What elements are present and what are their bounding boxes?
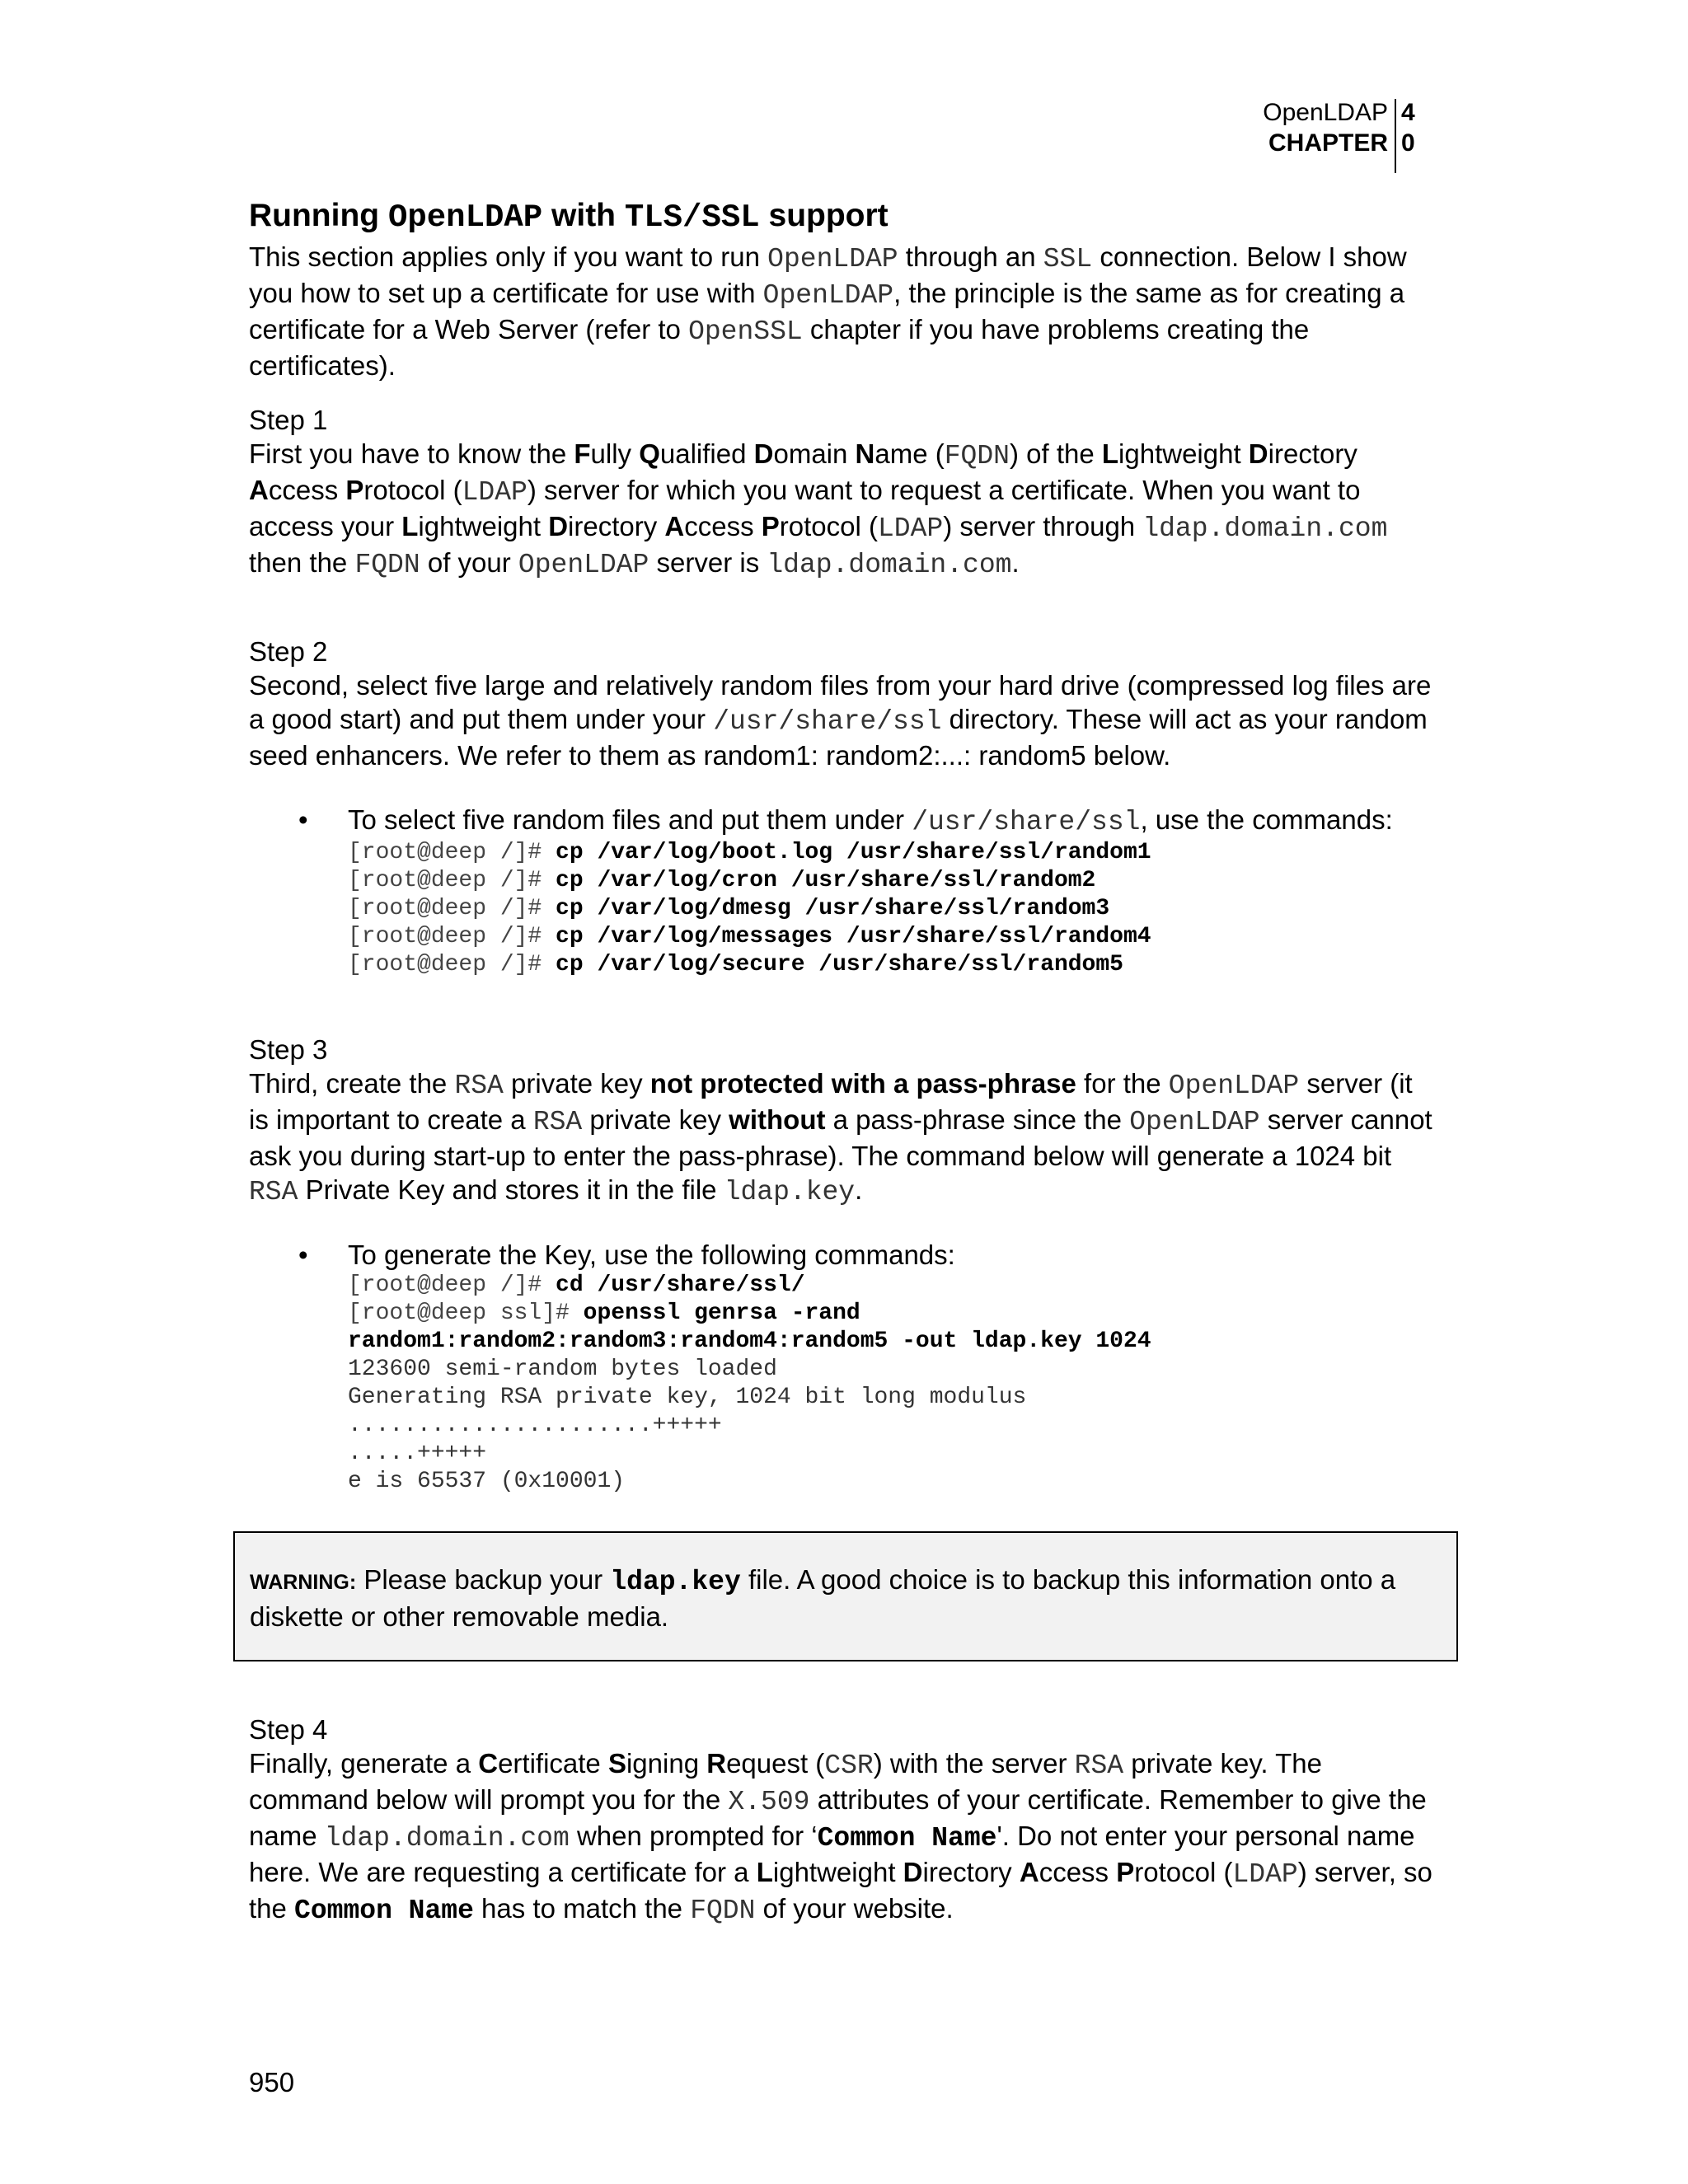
section-heading-block bbox=[249, 198, 1436, 236]
step-3-bullet bbox=[249, 1238, 1436, 1496]
header-titles bbox=[1263, 97, 1388, 158]
step-3-bullet-text: • To generate the Key, use the following commands: bbox=[298, 1240, 955, 1270]
warning-label: WARNING: bbox=[250, 1571, 357, 1594]
running-header bbox=[1236, 97, 1418, 175]
section-heading: Running OpenLDAP with TLS/SSL support bbox=[249, 198, 889, 236]
step-1-label: Step 1 bbox=[249, 405, 328, 435]
step-4 bbox=[249, 1713, 1436, 1928]
code-line: random1:random2:random3:random4:random5 -out ldap.key 1024 bbox=[348, 1329, 1151, 1354]
step-2-label: Step 2 bbox=[249, 636, 328, 667]
code-output-line: e is 65537 (0x10001) bbox=[348, 1469, 626, 1494]
code-output-line: .....+++++ bbox=[348, 1441, 487, 1466]
code-line: [root@deep /]# cp /var/log/cron /usr/share/ssl/random2 bbox=[348, 868, 1096, 893]
step-4-label: Step 4 bbox=[249, 1714, 328, 1745]
step-2-paragraph: Second, select five large and relatively random files from your hard drive (compressed log files are a good start) and put them under your /usr/share/ssl directory. These will act as your random seed enhancers. We refer to them as random1: random2:...: random5 below. bbox=[249, 670, 1432, 771]
bullet-icon: • bbox=[298, 1240, 308, 1270]
page-number: 950 bbox=[249, 2067, 295, 2097]
step-1-paragraph: First you have to know the Fully Qualified Domain Name (FQDN) of the Lightweight Directory Access Protocol (LDAP) server for which you want to request a certificate. When you want to access your Lightweight Directory Access Protocol (LDAP) server through ldap.domain.com then the FQDN of your OpenLDAP server is ldap.domain.com. bbox=[249, 438, 1388, 580]
chapter-number bbox=[1401, 97, 1418, 158]
code-line: [root@deep /]# cp /var/log/secure /usr/share/ssl/random5 bbox=[348, 952, 1123, 977]
code-output-line: Generating RSA private key, 1024 bit long modulus bbox=[348, 1385, 1027, 1410]
code-line: [root@deep ssl]# openssl genrsa -rand bbox=[348, 1301, 860, 1326]
code-output-line: ......................+++++ bbox=[348, 1413, 722, 1438]
step-2-code-block bbox=[249, 839, 1436, 979]
code-line: [root@deep /]# cp /var/log/boot.log /usr/share/ssl/random1 bbox=[348, 840, 1151, 865]
bullet-icon: • bbox=[298, 804, 308, 835]
code-line: [root@deep /]# cd /usr/share/ssl/ bbox=[348, 1272, 805, 1298]
code-line: [root@deep /]# cp /var/log/dmesg /usr/share/ssl/random3 bbox=[348, 896, 1110, 921]
step-2 bbox=[249, 635, 1436, 772]
step-2-bullet-text: • To select five random files and put them under /usr/share/ssl, use the commands: bbox=[298, 804, 1393, 837]
step-2-bullet bbox=[249, 803, 1436, 979]
header-chapter: CHAPTER bbox=[1268, 129, 1388, 157]
header-divider bbox=[1395, 99, 1396, 173]
step-3-label: Step 3 bbox=[249, 1034, 328, 1065]
header-title: OpenLDAP bbox=[1263, 99, 1388, 126]
step-3 bbox=[249, 1033, 1436, 1209]
code-output-line: 123600 semi-random bytes loaded bbox=[348, 1357, 777, 1382]
warning-filename: ldap.key bbox=[610, 1567, 741, 1597]
step-1 bbox=[249, 403, 1436, 582]
step-3-code-block bbox=[249, 1272, 1436, 1496]
code-line: [root@deep /]# cp /var/log/messages /usr/share/ssl/random4 bbox=[348, 924, 1151, 949]
step-3-paragraph: Third, create the RSA private key not protected with a pass-phrase for the OpenLDAP server (it is important to create a RSA private key without a pass-phrase since the OpenLDAP server cannot ask you during start-up to enter the pass-phrase). The command below will generate a 1024 bit RSA Private Key and stores it in the file ldap.key. bbox=[249, 1068, 1432, 1207]
warning-box: WARNING: Please backup your ldap.key file. A good choice is to backup this information onto a diskette or other removable media. bbox=[233, 1531, 1458, 1661]
chapter-number-digit-2: 0 bbox=[1401, 129, 1415, 157]
chapter-number-digit-1: 4 bbox=[1401, 99, 1415, 126]
intro-paragraph: This section applies only if you want to run OpenLDAP through an SSL connection. Below I show you how to set up a certificate for use with OpenLDAP, the principle is the same as for creating a certificate for a Web Server (refer to OpenSSL chapter if you have problems creating the certificates). bbox=[249, 241, 1407, 381]
step-4-paragraph: Finally, generate a Certificate Signing Request (CSR) with the server RSA private key. The command below will prompt you for the X.509 attributes of your certificate. Remember to give the name ldap.domain.com when prompted for ‘Common Name'. Do not enter your personal name here. We are requesting a certificate for a Lightweight Directory Access Protocol (LDAP) server, so the Common Name has to match the FQDN of your website. bbox=[249, 1748, 1432, 1926]
